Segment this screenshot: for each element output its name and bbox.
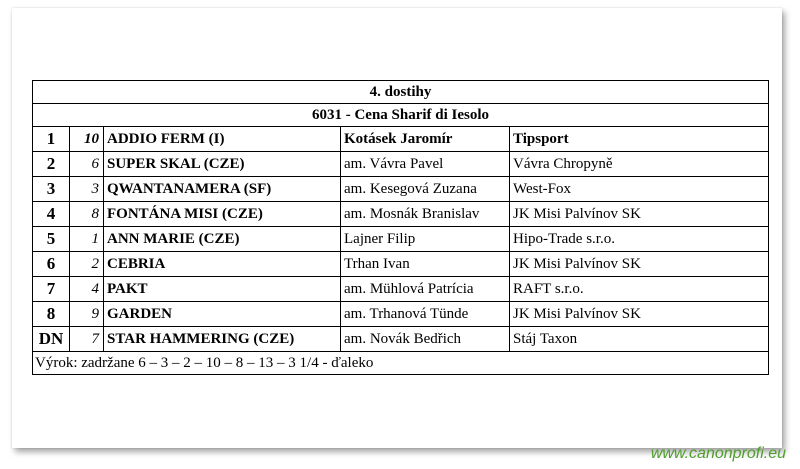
start-number: 4: [70, 277, 104, 302]
table-row: [33, 302, 769, 327]
jockey-name: am. Mühlová Patrícia: [341, 277, 510, 302]
jockey-name: am. Vávra Pavel: [341, 152, 510, 177]
owner-name: Tipsport: [510, 127, 769, 152]
owner-name: West-Fox: [510, 177, 769, 202]
finish-position: 6: [33, 252, 70, 277]
finish-position: 8: [33, 302, 70, 327]
jockey-name: am. Trhanová Tünde: [341, 302, 510, 327]
start-number: 7: [70, 327, 104, 352]
finish-position: 5: [33, 227, 70, 252]
horse-name: QWANTANAMERA (SF): [104, 177, 341, 202]
owner-name: Hipo-Trade s.r.o.: [510, 227, 769, 252]
race-title-row: [33, 81, 769, 104]
horse-name: STAR HAMMERING (CZE): [104, 327, 341, 352]
table-row: [33, 327, 769, 352]
race-subtitle-row: [33, 104, 769, 127]
finish-position: DN: [33, 327, 70, 352]
start-number: 2: [70, 252, 104, 277]
owner-name: Stáj Taxon: [510, 327, 769, 352]
jockey-name: Kotásek Jaromír: [341, 127, 510, 152]
horse-name: PAKT: [104, 277, 341, 302]
owner-name: JK Misi Palvínov SK: [510, 302, 769, 327]
table-row: [33, 202, 769, 227]
owner-name: JK Misi Palvínov SK: [510, 252, 769, 277]
finish-position: 7: [33, 277, 70, 302]
start-number: 1: [70, 227, 104, 252]
horse-name: SUPER SKAL (CZE): [104, 152, 341, 177]
race-results-table: [32, 80, 769, 375]
table-row: [33, 152, 769, 177]
jockey-name: Trhan Ivan: [341, 252, 510, 277]
jockey-name: Lajner Filip: [341, 227, 510, 252]
jockey-name: am. Novák Bedřich: [341, 327, 510, 352]
start-number: 6: [70, 152, 104, 177]
owner-name: JK Misi Palvínov SK: [510, 202, 769, 227]
horse-name: CEBRIA: [104, 252, 341, 277]
race-verdict: Výrok: zadržane 6 – 3 – 2 – 10 – 8 – 13 – 3 1/4 - ďaleko: [33, 352, 769, 375]
table-row: [33, 127, 769, 152]
finish-position: 4: [33, 202, 70, 227]
jockey-name: am. Mosnák Branislav: [341, 202, 510, 227]
finish-position: 2: [33, 152, 70, 177]
horse-name: FONTÁNA MISI (CZE): [104, 202, 341, 227]
verdict-row: [33, 352, 769, 375]
table-row: [33, 227, 769, 252]
finish-position: 3: [33, 177, 70, 202]
start-number: 8: [70, 202, 104, 227]
site-watermark: www.canonprofi.eu: [650, 445, 786, 462]
table-row: [33, 252, 769, 277]
finish-position: 1: [33, 127, 70, 152]
race-title: 4. dostihy: [33, 81, 769, 104]
horse-name: ANN MARIE (CZE): [104, 227, 341, 252]
table-row: [33, 177, 769, 202]
start-number: 9: [70, 302, 104, 327]
horse-name: ADDIO FERM (I): [104, 127, 341, 152]
jockey-name: am. Kesegová Zuzana: [341, 177, 510, 202]
start-number: 10: [70, 127, 104, 152]
owner-name: RAFT s.r.o.: [510, 277, 769, 302]
start-number: 3: [70, 177, 104, 202]
race-subtitle: 6031 - Cena Sharif di Iesolo: [33, 104, 769, 127]
table-row: [33, 277, 769, 302]
horse-name: GARDEN: [104, 302, 341, 327]
owner-name: Vávra Chropyně: [510, 152, 769, 177]
